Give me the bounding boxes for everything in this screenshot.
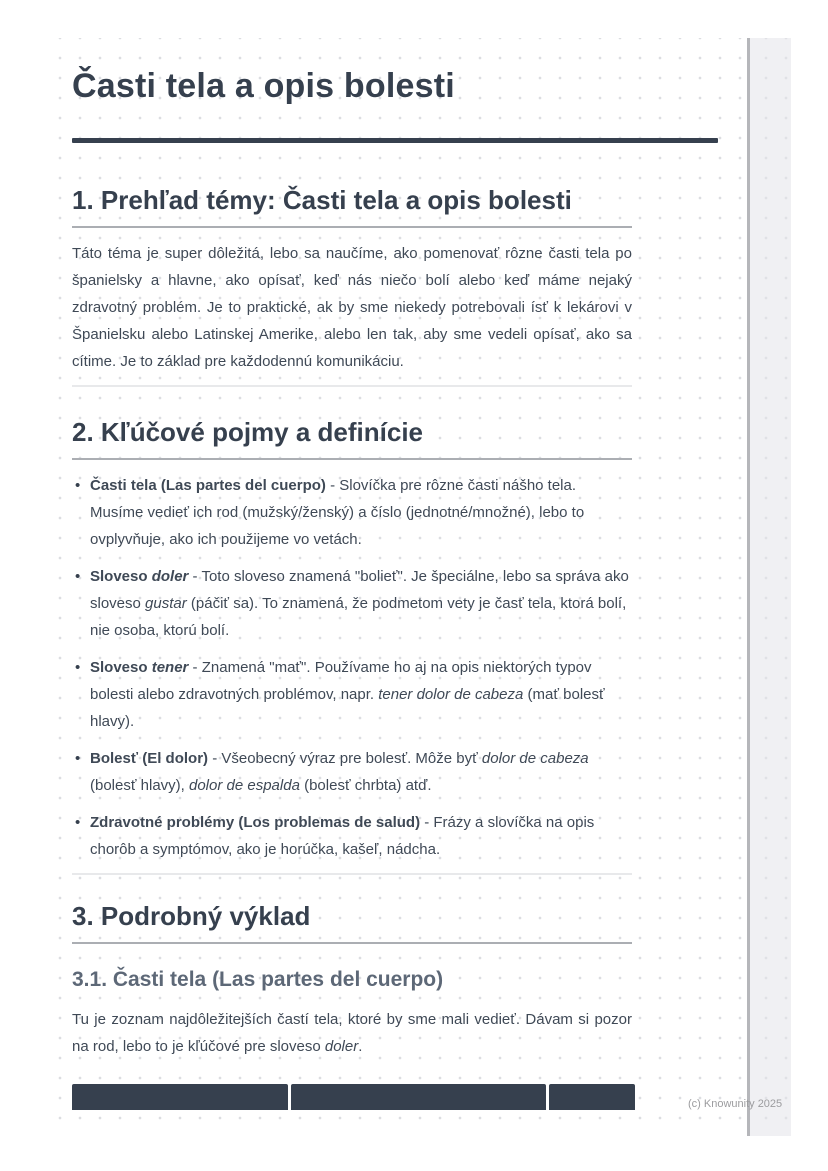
key-terms-list <box>72 472 632 863</box>
text-segment: (bolesť chrbta) atď. <box>299 777 432 794</box>
table-header-row <box>72 1084 635 1110</box>
list-item <box>72 472 632 553</box>
text-segment: gustar <box>145 595 187 612</box>
table-header-cell <box>291 1084 546 1110</box>
text-segment: . <box>358 1038 363 1055</box>
list-item <box>72 563 632 644</box>
document-page <box>43 38 747 1136</box>
text-segment: - Frázy a slovíčka na opis chorôb a symptómov, ako je horúčka, kašeľ, nádcha. <box>90 814 595 858</box>
section-overview <box>72 183 632 375</box>
page-footer: (c) Knowunity 2025 <box>688 1098 783 1110</box>
text-segment: (páčiť sa). To znamená, že podmetom vety je časť tela, ktorá bolí, nie osoba, ktorú bolí. <box>90 595 627 639</box>
table-header-cell <box>72 1084 288 1110</box>
section-heading-key-terms: 2. Kľúčové pojmy a definície <box>72 415 632 460</box>
text-segment: tener <box>151 659 189 676</box>
subsection-heading: 3.1. Časti tela (Las partes del cuerpo) <box>72 968 444 991</box>
text-segment: Zdravotné problémy (Los problemas de salud) <box>90 814 421 831</box>
text-segment: Tu je zoznam najdôležitejších častí tela, ktoré by sme mali vedieť. Dávam si pozor na rod, lebo to je kľúčové pre sloveso <box>72 1011 632 1055</box>
text-segment: doler <box>324 1038 359 1055</box>
text-segment: Bolesť (El dolor) <box>90 750 209 767</box>
section-divider <box>72 873 632 875</box>
text-segment: dolor de espalda <box>189 777 300 794</box>
title-rule <box>72 138 718 143</box>
text-segment: doler <box>151 568 189 585</box>
section-key-terms <box>72 415 632 863</box>
text-segment: - Toto sloveso znamená "bolieť". Je špeciálne, lebo sa správa ako sloveso <box>90 568 629 612</box>
text-segment: - Slovíčka pre rôzne časti nášho tela. Musíme vedieť ich rod (mužský/ženský) a číslo (jednotné/množné), lebo to ovplyvňuje, ako ich použijeme vo vetách. <box>90 477 585 548</box>
section-heading-detail: 3. Podrobný výklad <box>72 899 632 944</box>
text-segment: - Všeobecný výraz pre bolesť. Môže byť <box>208 750 482 767</box>
next-page-sliver <box>750 38 791 1136</box>
text-segment: Sloveso <box>90 659 152 676</box>
list-item <box>72 654 632 735</box>
text-segment: Táto téma je super dôležitá, lebo sa naučíme, ako pomenovať rôzne časti tela po španielsky a hlavne, ako opísať, keď nás niečo bolí alebo keď máme nejaký zdravotný problém. Je to praktické, ak by sme niekedy potrebovali ísť k lekárovi v Španielsku alebo Latinskej Amerike, alebo len tak, aby sme vedeli opísať, ako sa cítime. Je to základ pre každodennú komunikáciu. <box>72 245 632 370</box>
text-segment: Sloveso <box>90 568 152 585</box>
detail-paragraph <box>72 1006 632 1060</box>
text-segment: tener dolor de cabeza <box>378 686 524 703</box>
text-segment: (mať bolesť hlavy). <box>90 686 605 730</box>
section-detail <box>72 899 632 1110</box>
section-divider <box>72 385 632 387</box>
list-item <box>72 745 632 799</box>
text-segment: dolor de cabeza <box>481 750 589 767</box>
document-content <box>72 38 632 1110</box>
text-segment: (bolesť hlavy), <box>90 777 189 794</box>
text-segment: - Znamená "mať". Používame ho aj na opis niektorých typov bolesti alebo zdravotných problémov, napr. <box>90 659 592 703</box>
table-header-cell <box>549 1084 635 1110</box>
text-segment: Časti tela (Las partes del cuerpo) <box>90 477 326 494</box>
overview-paragraph <box>72 240 632 375</box>
section-heading-overview: 1. Prehľad témy: Časti tela a opis bolesti <box>72 183 632 228</box>
list-item <box>72 809 632 863</box>
page-title: Časti tela a opis bolesti <box>72 67 455 105</box>
